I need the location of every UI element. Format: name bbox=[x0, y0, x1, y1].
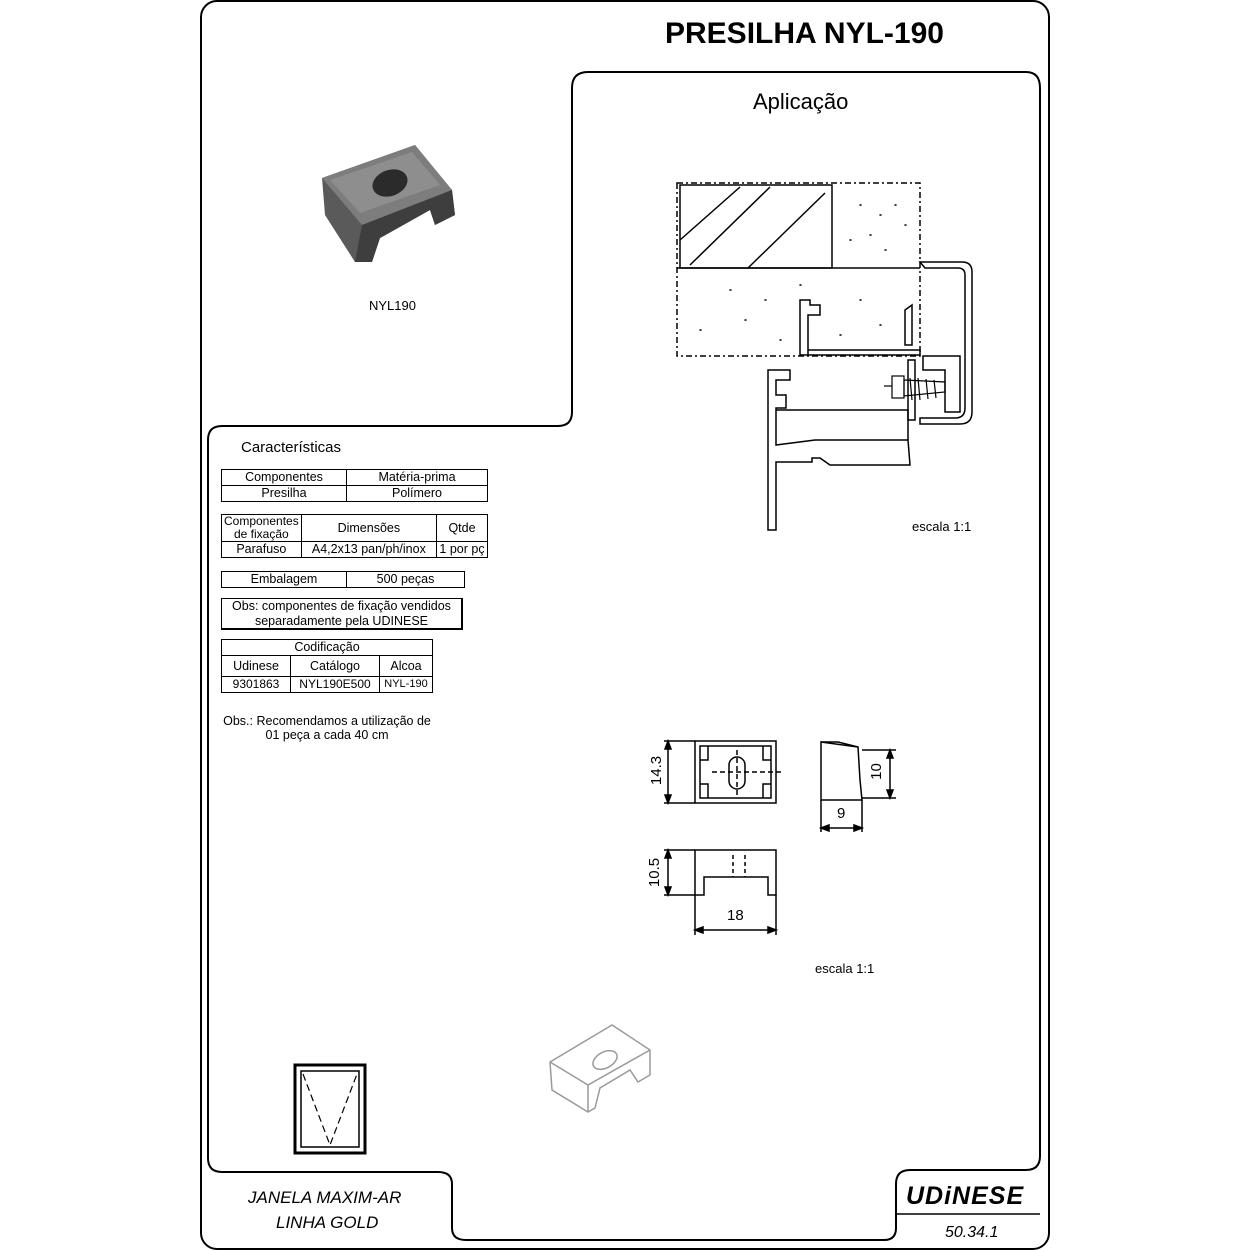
fixing-cell-qty: 1 por pç bbox=[437, 542, 488, 558]
fixing-header-qty: Qtde bbox=[437, 515, 488, 542]
coding-cell-udinese: 9301863 bbox=[222, 677, 291, 693]
fixing-cell-component: Parafuso bbox=[222, 542, 302, 558]
application-title: Aplicação bbox=[753, 89, 849, 114]
footer-line-1: JANELA MAXIM-AR bbox=[248, 1188, 402, 1207]
packaging-table bbox=[221, 571, 465, 588]
brand-logo: UDiNESE bbox=[906, 1182, 1025, 1210]
dim-side-width: 9 bbox=[837, 805, 846, 822]
page-title: PRESILHA NYL-190 bbox=[665, 17, 944, 50]
scale-dimensions: escala 1:1 bbox=[815, 961, 875, 976]
coding-cell-alcoa: NYL-190 bbox=[380, 677, 433, 693]
material-cell-component: Presilha bbox=[222, 486, 347, 502]
fixing-header-components: Componentes de fixação bbox=[222, 515, 302, 542]
fixing-header-dimensions: Dimensões bbox=[301, 515, 436, 542]
material-header-components: Componentes bbox=[222, 470, 347, 486]
dim-side-height: 10 bbox=[867, 763, 885, 780]
obs-fixing-text: Obs: componentes de fixação vendidos separadamente pela UDINESE bbox=[232, 599, 451, 628]
dim-front-height: 10.5 bbox=[646, 857, 664, 888]
characteristics-heading: Características bbox=[241, 439, 342, 456]
scale-application: escala 1:1 bbox=[912, 519, 972, 534]
watermark-sketch bbox=[550, 1025, 650, 1112]
fixing-cell-dimensions: A4,2x13 pan/ph/inox bbox=[301, 542, 436, 558]
obs-recommend: Obs.: Recomendamos a utilização de 01 peça a cada 40 cm bbox=[223, 714, 431, 742]
product-label: NYL190 bbox=[369, 298, 416, 313]
footer-line-2: LINHA GOLD bbox=[276, 1213, 379, 1232]
window-type-icon bbox=[295, 1065, 365, 1153]
coding-header-udinese: Udinese bbox=[222, 656, 291, 677]
coding-cell-catalog: NYL190E500 bbox=[291, 677, 380, 693]
fixing-table bbox=[221, 514, 488, 558]
dim-front-width: 18 bbox=[727, 907, 744, 924]
material-header-material: Matéria-prima bbox=[347, 470, 488, 486]
product-photo bbox=[322, 145, 455, 262]
coding-table bbox=[221, 639, 433, 693]
packaging-value: 500 peças bbox=[347, 572, 465, 588]
packaging-label: Embalagem bbox=[222, 572, 347, 588]
coding-title: Codificação bbox=[222, 640, 433, 656]
application-section bbox=[677, 183, 972, 530]
material-cell-material: Polímero bbox=[347, 486, 488, 502]
dimension-drawings bbox=[664, 741, 896, 935]
sheet-number: 50.34.1 bbox=[945, 1224, 999, 1241]
obs-fixing-box bbox=[221, 598, 463, 630]
coding-header-alcoa: Alcoa bbox=[380, 656, 433, 677]
material-table bbox=[221, 469, 488, 502]
coding-header-catalog: Catálogo bbox=[291, 656, 380, 677]
dim-top-height: 14.3 bbox=[648, 755, 666, 786]
